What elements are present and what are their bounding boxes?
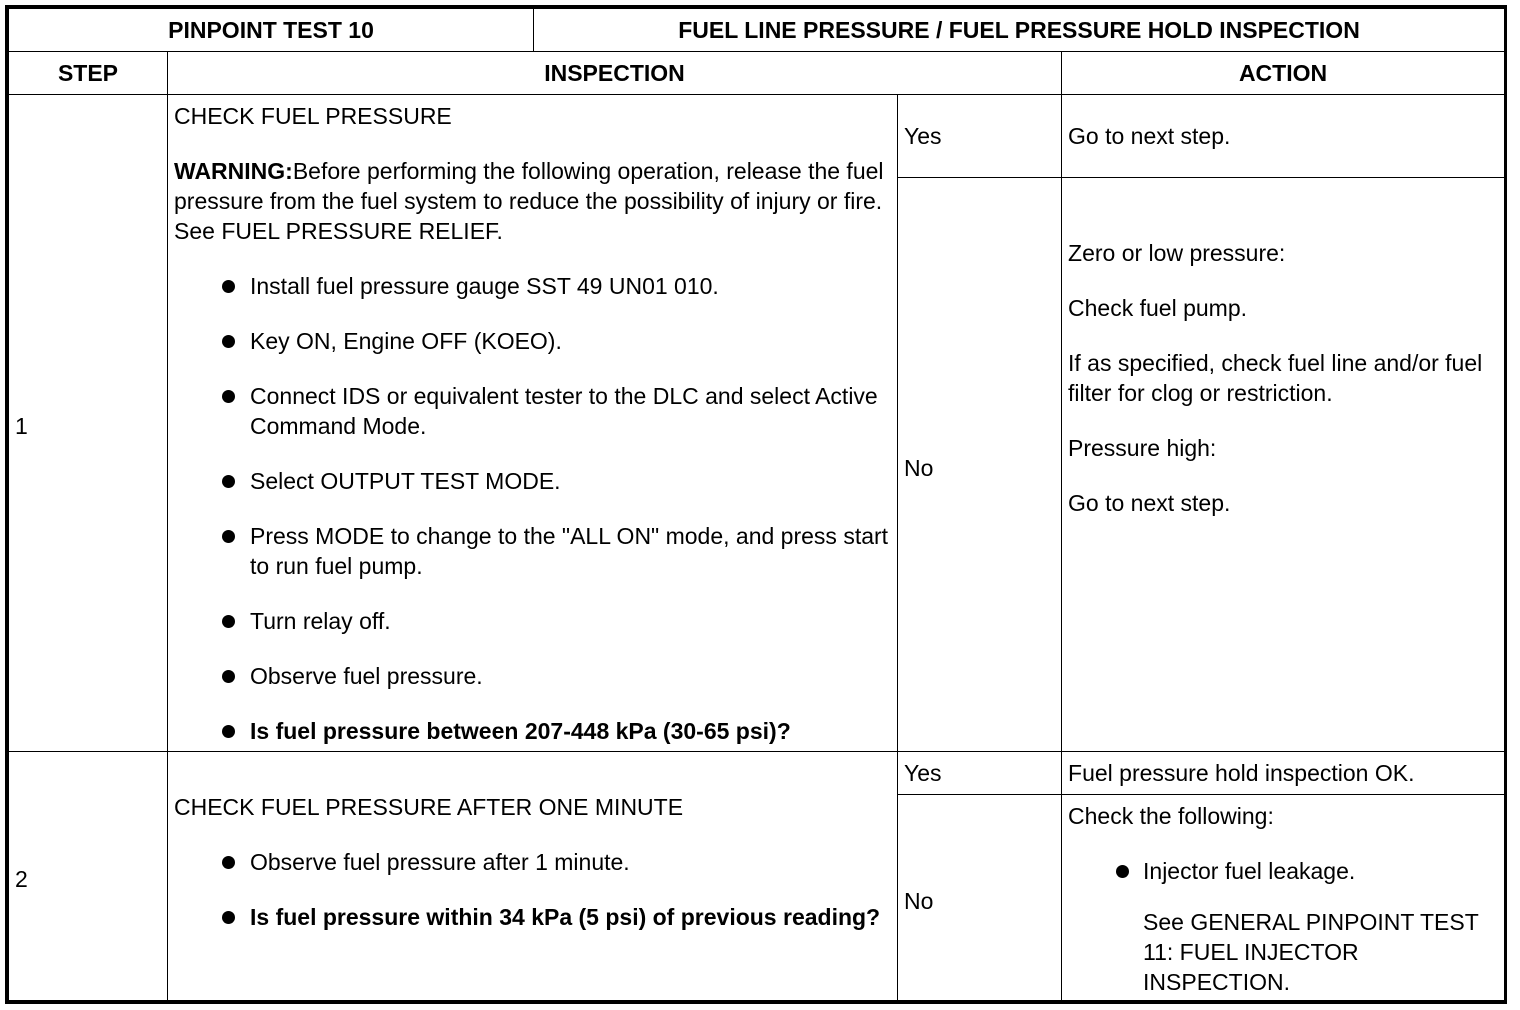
list-item: Install fuel pressure gauge SST 49 UN01 010. [214,271,891,301]
bullet-icon [1116,865,1129,878]
step-2-yes-label: Yes [898,752,1062,795]
action-line: Pressure high: [1068,434,1217,461]
bullet-icon [222,530,235,543]
bullet-icon [222,475,235,488]
list-item: Observe fuel pressure after 1 minute. [214,847,891,877]
bullet-icon [222,670,235,683]
list-item: Connect IDS or equivalent tester to the DLC and select Active Command Mode. [214,381,891,441]
list-item: Press MODE to change to the "ALL ON" mode, and press start to run fuel pump. [214,521,891,581]
bullet-icon [222,725,235,738]
step-1-inspection [168,95,898,752]
action-line: Go to next step. [1068,489,1231,516]
action-line: If as specified, check fuel line and/or fuel filter for clog or restriction. [1068,349,1483,406]
step-1-no-label: No [898,178,1062,752]
step-1-warning [174,156,891,246]
step-2-no-action [1062,795,1505,1001]
list-item: Turn relay off. [214,606,891,636]
list-item: Select OUTPUT TEST MODE. [214,466,891,496]
step-2-no-label: No [898,795,1062,1001]
list-item: Key ON, Engine OFF (KOEO). [214,326,891,356]
see-reference: See GENERAL PINPOINT TEST 11: FUEL INJECTOR INSPECTION. [1143,909,1479,995]
bullet-icon [222,280,235,293]
list-item: Observe fuel pressure. [214,661,891,691]
column-header-action: ACTION [1062,52,1505,95]
step-1-yes-label: Yes [898,95,1062,178]
bullet-icon [222,911,235,924]
list-item: Is fuel pressure within 34 kPa (5 psi) of previous reading? [214,902,891,932]
step-2-inspection [168,752,898,1001]
step-2-bullet-list [174,847,891,932]
step-2-yes-action: Fuel pressure hold inspection OK. [1062,752,1505,795]
step-2-title: CHECK FUEL PRESSURE AFTER ONE MINUTE [174,794,684,820]
step-2-number: 2 [9,752,168,1001]
action-line: Zero or low pressure: [1068,239,1286,266]
warning-label: WARNING: [174,158,293,184]
column-header-inspection: INSPECTION [168,52,1062,95]
column-header-step: STEP [9,52,168,95]
test-title: FUEL LINE PRESSURE / FUEL PRESSURE HOLD INSPECTION [534,9,1505,52]
bullet-icon [222,615,235,628]
warning-text: Before performing the following operation, release the fuel pressure from the fuel system to reduce the possibility of injury or fire. See FUEL PRESSURE RELIEF. [174,158,884,244]
step-2-action-list [1068,856,1498,886]
action-line: Check the following: [1068,803,1274,829]
pinpoint-test-table [5,5,1507,1004]
diagnostic-table [8,8,1505,1001]
step-1-title: CHECK FUEL PRESSURE [174,103,452,129]
bullet-icon [222,856,235,869]
list-item: Injector fuel leakage. [1108,856,1498,886]
step-1-bullet-list [174,271,891,746]
step-1-no-action [1062,178,1505,752]
bullet-icon [222,335,235,348]
action-line: Check fuel pump. [1068,294,1247,321]
bullet-icon [222,390,235,403]
step-1-number: 1 [9,95,168,752]
step-1-yes-action: Go to next step. [1062,95,1505,178]
list-item: Is fuel pressure between 207-448 kPa (30-65 psi)? [214,716,891,746]
test-name: PINPOINT TEST 10 [9,9,534,52]
